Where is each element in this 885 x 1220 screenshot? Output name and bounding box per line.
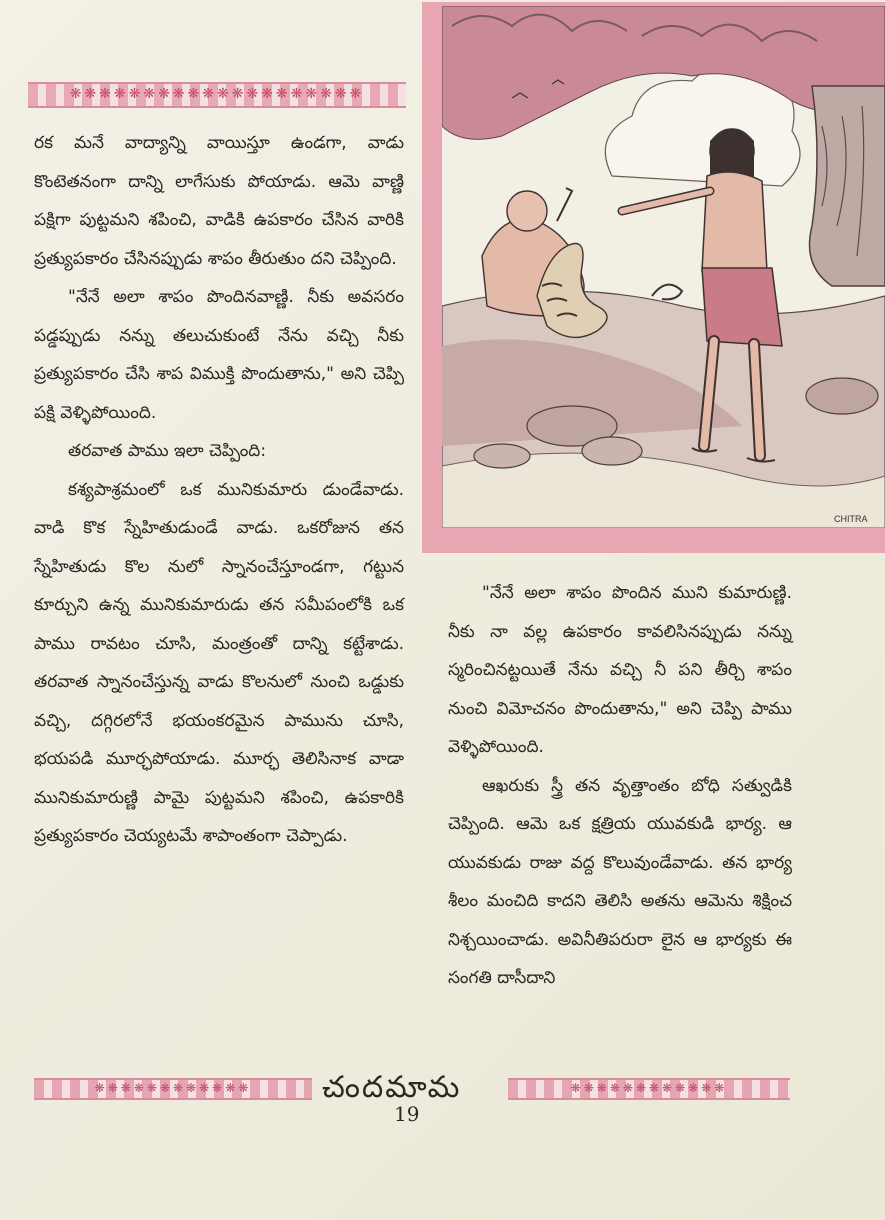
illustration-scene [442, 6, 885, 528]
footer-ornament-left [34, 1078, 312, 1100]
paragraph: "నేనే అలా శాపం పొందినవాణ్ణి. నీకు అవసరం పడ్డప్పుడు నన్ను తలుచుకుంటే నేను వచ్చి నీకు ప్రత్యుపకారం చేసి శాప విముక్తి పొందుతాను," అని చెప్పి పక్షి వెళ్ళిపోయింది. [34, 287, 404, 423]
paragraph: "నేనే అలా శాపం పొందిన ముని కుమారుణ్ణి. నీకు నా వల్ల ఉపకారం కావలిసినప్పుడు నన్ను స్మరించినట్టయితే నేను వచ్చి నీ పని తీర్చి శాపం నుంచి విమోచనం పొందుతాను," అని చెప్పి పాము వెళ్ళిపోయింది. [448, 583, 792, 757]
right-text-column [448, 574, 792, 998]
header-ornament-band [28, 82, 406, 108]
magazine-name: చందమామ [322, 1070, 462, 1105]
paragraph: ఆఖరుకు స్త్రీ తన వృత్తాంతం బోధి సత్వుడికి చెప్పింది. ఆమె ఒక క్షత్రియ యువకుడి భార్య. ఆ యువకుడు రాజు వద్ద కొలువుండేవాడు. తన భార్య శీలం మంచిది కాదని తెలిసి అతను ఆమెను శిక్షించ నిశ్చయించాడు. అవినీతిపరురా లైన ఆ భార్యకు ఈ సంగతి దాసీదాని [448, 775, 792, 988]
footer-ornament-text: ❋❋❋❋❋❋❋❋❋❋❋❋ [94, 1081, 252, 1095]
story-illustration [422, 2, 885, 553]
footer-ornament-right [508, 1078, 790, 1100]
page-number: 19 [394, 1102, 420, 1126]
page-footer [0, 1070, 885, 1110]
paragraph: తరవాత పాము ఇలా చెప్పింది: [68, 441, 267, 461]
header-ornament: ❋❋❋❋❋❋❋❋❋❋❋❋❋❋❋❋❋❋❋❋ [69, 86, 365, 102]
paragraph: రక మనే వాద్యాన్ని వాయిస్తూ ఉండగా, వాడు కొంటెతనంగా దాన్ని లాగేసుకు పోయాడు. ఆమె వాణ్ణి పక్షిగా పుట్టమని శపించి, వాడికి ఉపకారం చేసిన వారికి ప్రత్యుపకారం చేసినప్పుడు శాపం తీరుతుం దని చెప్పింది. [34, 133, 404, 269]
footer-ornament-text: ❋❋❋❋❋❋❋❋❋❋❋❋ [570, 1081, 728, 1095]
paragraph: కశ్యపాశ్రమంలో ఒక మునికుమారు డుండేవాడు. వాడి కొక స్నేహితుడుండే వాడు. ఒకరోజున తన స్నేహితుడు కొల నులో స్నానంచేస్తూండగా, గట్టున కూర్చుని ఉన్న మునికుమారుడు తన సమీపంలోకి ఒక పాము రావటం చూసి, మంత్రంతో దాన్ని కట్టేశాడు. తరవాత స్నానంచేస్తున్న వాడు కొలనులో నుంచి ఒడ్డుకు వచ్చి, దగ్గిరలోనే భయంకరమైన పామును చూసి, భయపడి మూర్ఛపోయాడు. మూర్ఛ తెలిసినాక వాడా మునికుమారుణ్ణి పామై పుట్టమని శపించి, ఉపకారికి ప్రత్యుపకారం చెయ్యటమే శాపాంతంగా చెప్పాడు. [34, 479, 404, 846]
illustration-signature: CHITRA [834, 514, 868, 524]
left-text-column [34, 124, 404, 856]
